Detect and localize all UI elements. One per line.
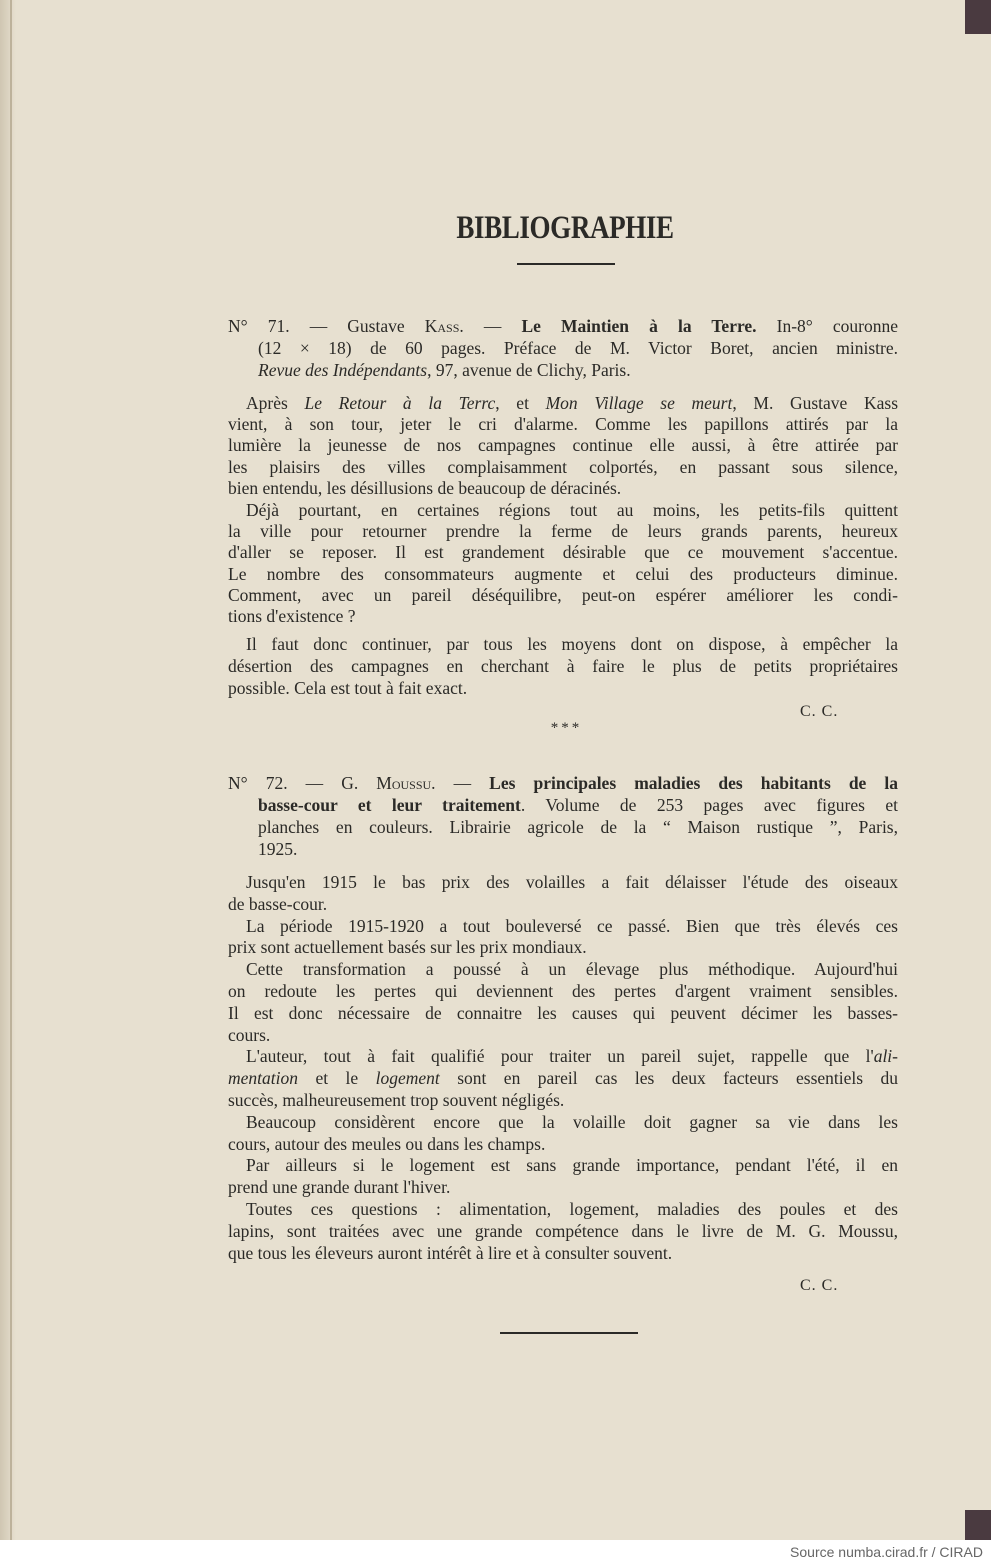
text-segment: N° 71. — Gustave [228,316,425,336]
page-binding-edge [0,0,16,1540]
text-segment: d'aller se reposer. Il est grandement désirable que ce mouvement s'accentue. [228,542,898,563]
source-credit: Source numba.cirad.fr / CIRAD [790,1544,983,1560]
text-segment: planches en couleurs. Librairie agricole de la “ Maison rustique ”, Paris, [258,817,898,837]
text-segment: La période 1915-1920 a tout bouleversé ce passé. Bien que très élevés ces [246,915,898,936]
text-line [228,655,898,677]
text-segment: 1925. [258,839,298,859]
text-segment: Il est donc nécessaire de connaitre les causes qui peuvent décimer les basses- [228,1002,898,1023]
text-segment: Jusqu'en 1915 le bas prix des volailles a fait délaisser l'étude des oiseaux [246,872,898,892]
text-segment: sont en pareil cas les deux facteurs essentiels du [439,1068,898,1089]
asterism-separator: * * * [550,720,580,736]
text-segment: Toutes ces questions : alimentation, logement, maladies des poules et des [246,1199,898,1219]
text-line [228,1112,898,1134]
review-paragraph [228,1155,898,1199]
entry-heading [228,772,898,860]
text-segment: de basse-cour. [228,893,328,914]
author-name: Moussu [376,773,432,793]
review-paragraph [228,959,898,1046]
text-segment: , M. Gustave Kass [732,393,899,413]
italic-text: mentation [228,1068,298,1089]
text-segment: cours, autour des meules ou dans les champs. [228,1133,546,1154]
italic-text: logement [375,1068,440,1089]
text-segment: tions d'existence ? [228,606,356,627]
text-line [228,585,898,606]
book-title: Le Maintien à la Terre. [521,316,757,336]
review-paragraph [228,872,898,916]
text-line [228,435,898,456]
text-segment: les plaisirs des villes complaisamment colportés, en passant sous silence, [228,456,898,477]
text-segment: Déjà pourtant, en certaines régions tout au moins, les petits-fils quittent [246,500,898,520]
text-segment: Cette transformation a poussé à un élevage plus méthodique. Aujourd'hui [246,959,898,980]
text-segment: lumière la jeunesse de nos campagnes continue elle aussi, à être attirée par [228,435,898,456]
text-segment: lapins, sont traitées avec une grande compétence dans le livre de M. G. Moussu, [228,1220,898,1241]
review-paragraph [228,1112,898,1156]
text-segment: Le nombre des consommateurs augmente et celui des producteurs diminue. [228,563,898,584]
text-line [228,1068,898,1090]
text-line [228,1155,898,1177]
text-line [228,521,898,542]
text-line [228,1025,898,1047]
text-line [228,794,898,816]
text-segment: vient, à son tour, jeter le cri d'alarme. Comme les papillons attirés par la [228,414,898,435]
page-title: BIBLIOGRAPHIE [456,210,674,246]
text-line [228,315,898,337]
reviewer-signature: C. C. [800,703,839,720]
text-segment: Il faut donc continuer, par tous les moyens dont on dispose, à empêcher la [246,634,898,654]
review-paragraph [228,393,898,499]
book-title: basse-cour et leur traitement [258,795,521,815]
text-segment: Beaucoup considèrent encore que la volaille doit gagner sa vie dans les [246,1111,898,1132]
text-segment: prend une grande durant l'hiver. [228,1177,451,1198]
text-line [228,457,898,478]
text-line [228,1134,898,1156]
italic-text: Mon Village se meurt [545,393,733,413]
text-segment: . — [459,316,522,336]
text-segment: . — [431,773,490,793]
book-title: Les principales maladies des habitants de la [489,773,898,793]
text-line [228,816,898,838]
text-segment: Comment, avec un pareil déséquilibre, peut-on espérer améliorer les condi- [228,584,898,605]
text-segment: bien entendu, les désillusions de beaucoup de déracinés. [228,477,622,498]
text-line [228,1221,898,1243]
text-segment: succès, malheureusement trop souvent négligés. [228,1089,565,1110]
text-line [228,872,898,894]
text-line [228,937,898,959]
text-line [228,359,898,381]
text-line [228,564,898,585]
reviewer-signature: C. C. [800,1277,839,1294]
text-line [228,500,898,521]
entry-heading [228,315,898,381]
text-segment: et le [298,1068,376,1089]
italic-text: Revue des Indépendants [258,360,428,380]
text-segment: , 97, avenue de Clichy, Paris. [427,360,631,380]
text-segment: cours. [228,1024,271,1045]
italic-text: ali- [873,1046,898,1067]
page-corner-dark [965,1510,991,1540]
review-paragraph [228,1199,898,1264]
text-segment: N° 72. — G. [228,773,377,793]
text-line [228,393,898,414]
text-line [228,633,898,655]
text-segment: possible. Cela est tout à fait exact. [228,678,468,698]
text-segment: que tous les éleveurs auront intérêt à lire et à consulter souvent. [228,1242,673,1263]
text-segment: prix sont actuellement basés sur les prix mondiaux. [228,937,587,958]
title-underline [517,263,615,265]
text-line [228,981,898,1003]
text-segment: . Volume de 253 pages avec figures et [520,795,898,815]
text-segment: Après [246,393,305,413]
end-rule [500,1332,638,1334]
text-line [228,1046,898,1068]
text-line [228,772,898,794]
text-line [228,1177,898,1199]
text-line [228,1243,898,1265]
text-line [228,1090,898,1112]
text-line [228,606,898,627]
page-corner-dark [965,0,991,34]
text-segment: on redoute les pertes qui deviennent des pertes d'argent vraiment sensibles. [228,980,898,1001]
text-segment: la ville pour retourner prendre la ferme de leurs grands parents, heureux [228,521,898,542]
text-line [228,677,898,699]
text-line [228,1003,898,1025]
review-paragraph [228,916,898,960]
text-segment: (12 × 18) de 60 pages. Préface de M. Victor Boret, ancien ministre. [258,338,898,358]
review-paragraph [228,1046,898,1111]
review-paragraph [228,500,898,627]
text-segment: L'auteur, tout à fait qualifié pour traiter un pareil sujet, rappelle que l' [246,1046,874,1067]
text-segment: , et [495,393,546,413]
text-line [228,894,898,916]
text-segment: In-8° couronne [756,316,899,336]
text-line [228,478,898,499]
review-paragraph [228,633,898,699]
text-segment: Par ailleurs si le logement est sans grande importance, pendant l'été, il en [246,1155,898,1176]
text-line [228,838,898,860]
text-line [228,337,898,359]
text-line [228,916,898,938]
text-line [228,542,898,563]
text-segment: désertion des campagnes en cherchant à faire le plus de petits propriétaires [228,656,898,676]
text-line [228,1199,898,1221]
text-line [228,414,898,435]
author-name: Kass [424,316,460,336]
text-line [228,959,898,981]
italic-text: Le Retour à la Terrc [304,393,496,413]
